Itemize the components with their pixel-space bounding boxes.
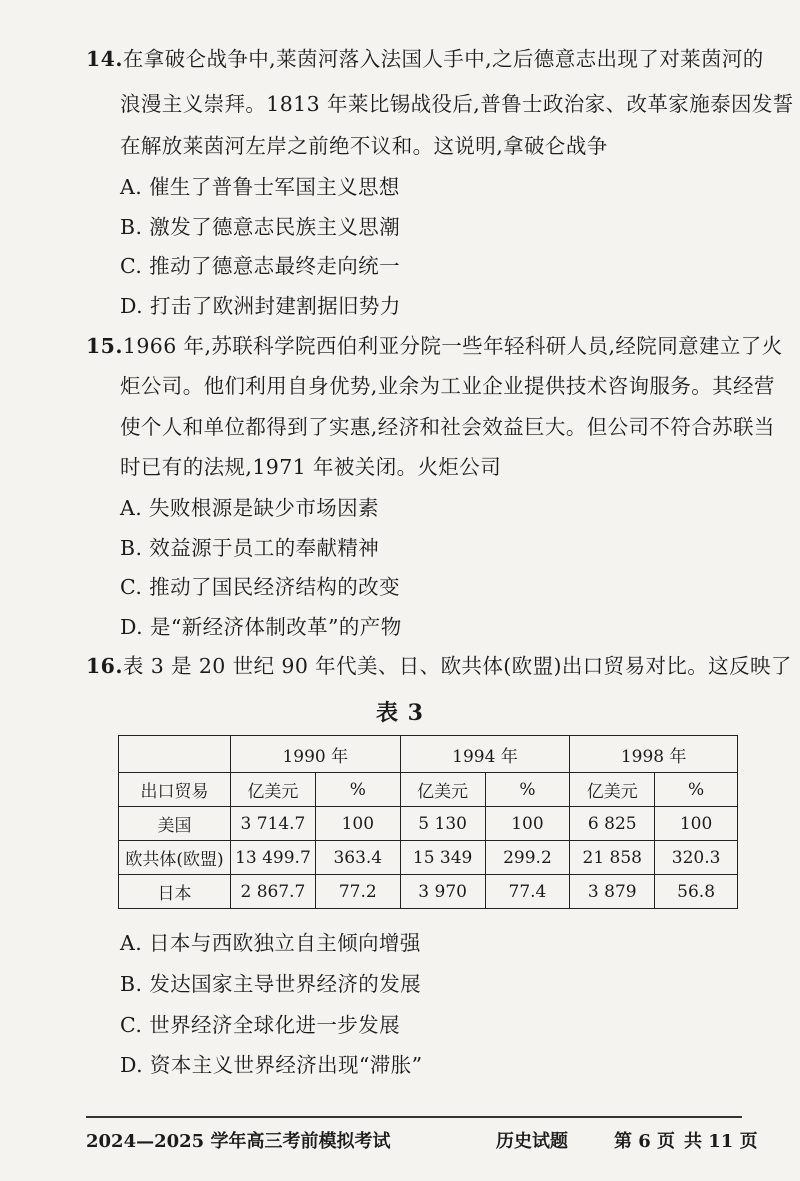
question-text-line: 表 3 是 20 世纪 90 年代美、日、欧共体(欧盟)出口贸易对比。这反映了 — [122, 654, 792, 678]
table-cell: 21 858 — [570, 841, 655, 875]
option-a: A. 催生了普鲁士军国主义思想 — [120, 175, 400, 199]
table-cell: 3 970 — [400, 875, 485, 909]
year-header: 1990 年 — [230, 736, 400, 773]
question-number: 16. — [86, 654, 123, 678]
unit-pct: % — [485, 773, 570, 807]
question-text-line: 使个人和单位都得到了实惠,经济和社会效益巨大。但公司不符合苏联当 — [120, 415, 775, 439]
export-trade-table — [118, 735, 738, 909]
footer-exam-title: 2024—2025 学年高三考前模拟考试 — [86, 1131, 391, 1152]
table-unit-row — [119, 773, 738, 807]
option-b: B. 发达国家主导世界经济的发展 — [120, 972, 421, 996]
question-text-line: 炬公司。他们利用自身优势,业余为工业企业提供技术咨询服务。其经营 — [120, 374, 775, 398]
unit-usd: 亿美元 — [570, 773, 655, 807]
question-text-line: 在解放莱茵河左岸之前绝不议和。这说明,拿破仑战争 — [120, 134, 608, 158]
table-cell: 3 714.7 — [230, 807, 315, 841]
table-row — [119, 841, 738, 875]
footer-page-number: 第 6 页 — [614, 1131, 676, 1152]
unit-pct: % — [655, 773, 738, 807]
table-cell: 100 — [485, 807, 570, 841]
table-cell: 13 499.7 — [230, 841, 315, 875]
question-text-line: 1966 年,苏联科学院西伯利亚分院一些年轻科研人员,经院同意建立了火 — [122, 334, 783, 358]
table-cell: 299.2 — [485, 841, 570, 875]
footer-total-pages: 共 11 页 — [684, 1131, 758, 1152]
country-name: 欧共体(欧盟) — [119, 841, 231, 875]
table-caption: 表 3 — [376, 700, 424, 726]
option-c: C. 推动了德意志最终走向统一 — [120, 254, 400, 278]
table-cell: 363.4 — [315, 841, 400, 875]
year-header: 1998 年 — [570, 736, 738, 773]
country-name: 日本 — [119, 875, 231, 909]
table-cell: 320.3 — [655, 841, 738, 875]
footer-subject: 历史试题 — [496, 1131, 568, 1152]
option-c: C. 推动了国民经济结构的改变 — [120, 575, 400, 599]
table-year-row — [119, 736, 738, 773]
table-cell: 5 130 — [400, 807, 485, 841]
option-d: D. 打击了欧洲封建割据旧势力 — [120, 294, 401, 318]
table-cell: 6 825 — [570, 807, 655, 841]
question-number: 14. — [86, 47, 123, 71]
year-header: 1994 年 — [400, 736, 570, 773]
option-a: A. 失败根源是缺少市场因素 — [120, 496, 379, 520]
table-cell: 77.4 — [485, 875, 570, 909]
row-header: 出口贸易 — [119, 773, 231, 807]
table-row — [119, 807, 738, 841]
table-row — [119, 875, 738, 909]
option-d: D. 资本主义世界经济出现“滞胀” — [120, 1053, 423, 1077]
table-corner-cell — [119, 736, 231, 773]
question-number: 15. — [86, 334, 123, 358]
question-text-line: 在拿破仑战争中,莱茵河落入法国人手中,之后德意志出现了对莱茵河的 — [122, 47, 764, 71]
option-c: C. 世界经济全球化进一步发展 — [120, 1013, 400, 1037]
table-cell: 100 — [655, 807, 738, 841]
question-text-line: 浪漫主义崇拜。1813 年莱比锡战役后,普鲁士政治家、改革家施泰因发誓 — [120, 92, 794, 116]
country-name: 美国 — [119, 807, 231, 841]
unit-usd: 亿美元 — [400, 773, 485, 807]
table-cell: 100 — [315, 807, 400, 841]
option-b: B. 激发了德意志民族主义思潮 — [120, 215, 401, 239]
table-cell: 56.8 — [655, 875, 738, 909]
table-cell: 77.2 — [315, 875, 400, 909]
unit-pct: % — [315, 773, 400, 807]
option-b: B. 效益源于员工的奉献精神 — [120, 536, 380, 560]
table-cell: 15 349 — [400, 841, 485, 875]
table-cell: 2 867.7 — [230, 875, 315, 909]
unit-usd: 亿美元 — [230, 773, 315, 807]
option-d: D. 是“新经济体制改革”的产物 — [120, 615, 402, 639]
table-cell: 3 879 — [570, 875, 655, 909]
footer-divider — [86, 1116, 742, 1118]
option-a: A. 日本与西欧独立自主倾向增强 — [120, 931, 421, 955]
question-text-line: 时已有的法规,1971 年被关闭。火炬公司 — [120, 455, 502, 479]
